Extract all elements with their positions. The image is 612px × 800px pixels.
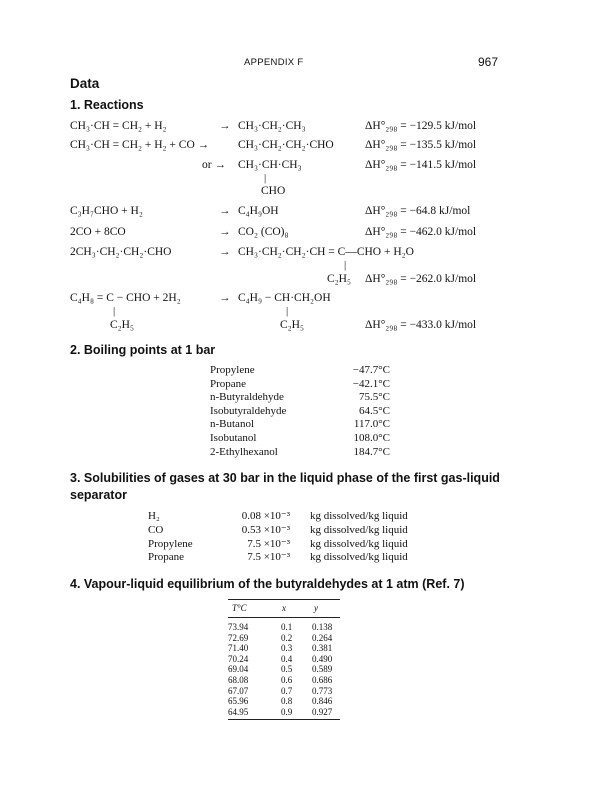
reaction-4-enthalpy: ΔH°₂₉₈ = −64.8 kJ/mol bbox=[365, 205, 471, 217]
reaction-4-rhs: C₄H₉OH bbox=[238, 205, 279, 217]
boiling-compound: Isobutyraldehyde bbox=[210, 404, 287, 417]
table-row bbox=[228, 622, 340, 633]
reaction-6-rhs: CH₃·CH₂·CH₂·CH = C—CHO + H₂O bbox=[238, 246, 414, 258]
vle-table-bottom-rule bbox=[228, 719, 340, 720]
vle-table-top-rule bbox=[228, 599, 340, 600]
vle-cell-t: 64.95 bbox=[228, 706, 249, 717]
reaction-1-arrow: → bbox=[219, 120, 231, 132]
reaction-2-enthalpy: ΔH°₂₉₈ = −135.5 kJ/mol bbox=[365, 139, 477, 151]
vle-table-body bbox=[228, 622, 340, 717]
vle-cell-y: 0.846 bbox=[312, 696, 333, 707]
vle-cell-x: 0.3 bbox=[281, 643, 293, 654]
reaction-1-enthalpy: ΔH°₂₉₈ = −129.5 kJ/mol bbox=[365, 120, 477, 132]
vle-header-temperature: T°C bbox=[232, 603, 247, 613]
boiling-compound: n-Butyraldehyde bbox=[210, 391, 284, 404]
solubility-gas: CO bbox=[148, 523, 164, 536]
solubility-value-column bbox=[220, 510, 290, 565]
boiling-value: −47.7°C bbox=[352, 364, 390, 376]
reaction-7-bond: | bbox=[286, 305, 289, 317]
vle-cell-y: 0.686 bbox=[312, 674, 333, 685]
table-row bbox=[228, 707, 340, 718]
reaction-7-rhs: C₄H₉ − CH·CH₂OH bbox=[238, 292, 331, 304]
vle-cell-t: 71.40 bbox=[228, 643, 249, 654]
reaction-1-lhs: CH₃·CH = CH₂ + H₂ bbox=[70, 120, 167, 132]
boiling-value: 64.5°C bbox=[359, 404, 390, 417]
section-vle-heading: 4. Vapour-liquid equilibrium of the butyraldehydes at 1 atm (Ref. 7) bbox=[70, 577, 465, 591]
solubility-value: 0.08 ×10⁻³ bbox=[241, 510, 290, 522]
reaction-5-arrow: → bbox=[219, 226, 231, 238]
reaction-7-enthalpy: ΔH°₂₉₈ = −433.0 kJ/mol bbox=[365, 319, 477, 331]
vle-cell-x: 0.1 bbox=[281, 622, 293, 632]
solubility-gas: H₂ bbox=[148, 510, 160, 522]
reaction-6-branch: C₂H₅ bbox=[327, 273, 351, 285]
vle-cell-t: 73.94 bbox=[228, 622, 249, 632]
vle-cell-x: 0.2 bbox=[281, 632, 293, 643]
reaction-1-rhs: CH₃·CH₂·CH₃ bbox=[238, 120, 306, 132]
section-reactions-heading: 1. Reactions bbox=[70, 98, 144, 112]
solubility-unit: kg dissolved/kg liquid bbox=[310, 510, 408, 522]
reaction-3-rhs: CH₃·CH·CH₃ bbox=[238, 159, 302, 171]
boiling-value: −42.1°C bbox=[352, 377, 390, 390]
solubility-gas: Propylene bbox=[148, 537, 193, 550]
reaction-7-lhs-bond: | bbox=[113, 305, 116, 317]
vle-cell-t: 70.24 bbox=[228, 653, 249, 664]
boiling-compound: 2-Ethylhexanol bbox=[210, 445, 278, 458]
page-number: 967 bbox=[478, 55, 499, 69]
solubility-value: 7.5 ×10⁻³ bbox=[247, 551, 290, 564]
vle-cell-y: 0.490 bbox=[312, 653, 333, 664]
boiling-compound: n-Butanol bbox=[210, 418, 254, 431]
boiling-compound: Propylene bbox=[210, 364, 255, 376]
boiling-compound-column bbox=[210, 364, 286, 459]
vle-cell-t: 67.07 bbox=[228, 685, 249, 696]
vle-cell-x: 0.6 bbox=[281, 674, 293, 685]
vle-cell-t: 72.69 bbox=[228, 632, 249, 643]
vle-header-x: x bbox=[282, 603, 286, 613]
solubility-value: 7.5 ×10⁻³ bbox=[247, 537, 290, 550]
vle-cell-x: 0.4 bbox=[281, 653, 293, 664]
table-row bbox=[228, 675, 340, 686]
boiling-value: 75.5°C bbox=[359, 391, 390, 404]
section-solubility-heading: 3. Solubilities of gases at 30 bar in the liquid phase of the first gas-liquid separator bbox=[70, 471, 500, 502]
table-row bbox=[228, 664, 340, 675]
solubility-gas: Propane bbox=[148, 551, 185, 564]
reaction-2-rhs: CH₃·CH₂·CH₂·CHO bbox=[238, 139, 334, 151]
boiling-compound: Isobutanol bbox=[210, 431, 257, 444]
vle-cell-t: 69.04 bbox=[228, 664, 249, 675]
reaction-3-enthalpy: ΔH°₂₉₈ = −141.5 kJ/mol bbox=[365, 159, 477, 171]
solubility-unit: kg dissolved/kg liquid bbox=[310, 551, 408, 564]
boiling-value: 117.0°C bbox=[353, 418, 390, 431]
boiling-value-column bbox=[310, 364, 390, 459]
vle-cell-x: 0.8 bbox=[281, 696, 293, 707]
vle-cell-y: 0.773 bbox=[312, 685, 333, 696]
reaction-3-lhs: or → bbox=[202, 159, 226, 171]
reaction-5-lhs: 2CO + 8CO bbox=[70, 226, 126, 238]
reaction-6-bond: | bbox=[344, 259, 347, 271]
reaction-5-enthalpy: ΔH°₂₉₈ = −462.0 kJ/mol bbox=[365, 226, 477, 238]
vle-cell-x: 0.9 bbox=[281, 706, 293, 717]
running-title: APPENDIX F bbox=[244, 57, 304, 68]
reaction-7-lhs: C₄H₈ = C − CHO + 2H₂ bbox=[70, 292, 181, 304]
section-boiling-heading: 2. Boiling points at 1 bar bbox=[70, 343, 216, 357]
vle-cell-x: 0.7 bbox=[281, 685, 293, 696]
solubility-unit: kg dissolved/kg liquid bbox=[310, 537, 408, 550]
vle-cell-y: 0.138 bbox=[312, 622, 333, 632]
table-row bbox=[228, 654, 340, 665]
reaction-6-lhs: 2CH₃·CH₂·CH₂·CHO bbox=[70, 246, 172, 258]
boiling-compound: Propane bbox=[210, 377, 247, 390]
reaction-3-branch: CHO bbox=[261, 185, 286, 197]
reaction-6-arrow: → bbox=[219, 246, 231, 258]
reaction-3-bond: | bbox=[264, 172, 267, 184]
boiling-value: 108.0°C bbox=[353, 431, 390, 444]
reaction-4-lhs: C₃H₇CHO + H₂ bbox=[70, 205, 143, 217]
vle-cell-y: 0.927 bbox=[312, 706, 333, 717]
solubility-value: 0.53 ×10⁻³ bbox=[241, 523, 290, 536]
reaction-7-branch: C₂H₅ bbox=[280, 319, 304, 331]
vle-cell-t: 65.96 bbox=[228, 696, 249, 707]
vle-cell-y: 0.264 bbox=[312, 632, 333, 643]
table-row bbox=[228, 633, 340, 644]
reaction-4-arrow: → bbox=[219, 205, 231, 217]
solubility-gas-column bbox=[148, 510, 193, 565]
reaction-5-rhs: CO₂ (CO)₈ bbox=[238, 226, 289, 238]
table-row bbox=[228, 643, 340, 654]
vle-cell-y: 0.381 bbox=[312, 643, 333, 654]
reaction-6-enthalpy: ΔH°₂₉₈ = −262.0 kJ/mol bbox=[365, 273, 477, 285]
table-row bbox=[228, 686, 340, 697]
boiling-value: 184.7°C bbox=[353, 445, 390, 458]
page-title: Data bbox=[70, 76, 100, 91]
reaction-2-lhs: CH₃·CH = CH₂ + H₂ + CO → bbox=[70, 139, 210, 151]
table-row bbox=[228, 696, 340, 707]
vle-table-header-rule bbox=[228, 617, 340, 618]
vle-header-y: y bbox=[314, 603, 318, 613]
vle-cell-x: 0.5 bbox=[281, 664, 293, 675]
vle-cell-y: 0.589 bbox=[312, 664, 333, 675]
solubility-unit-column bbox=[310, 510, 408, 565]
reaction-7-arrow: → bbox=[219, 292, 231, 304]
solubility-unit: kg dissolved/kg liquid bbox=[310, 523, 408, 536]
vle-cell-t: 68.08 bbox=[228, 674, 249, 685]
reaction-7-lhs-branch: C₂H₅ bbox=[110, 319, 134, 331]
